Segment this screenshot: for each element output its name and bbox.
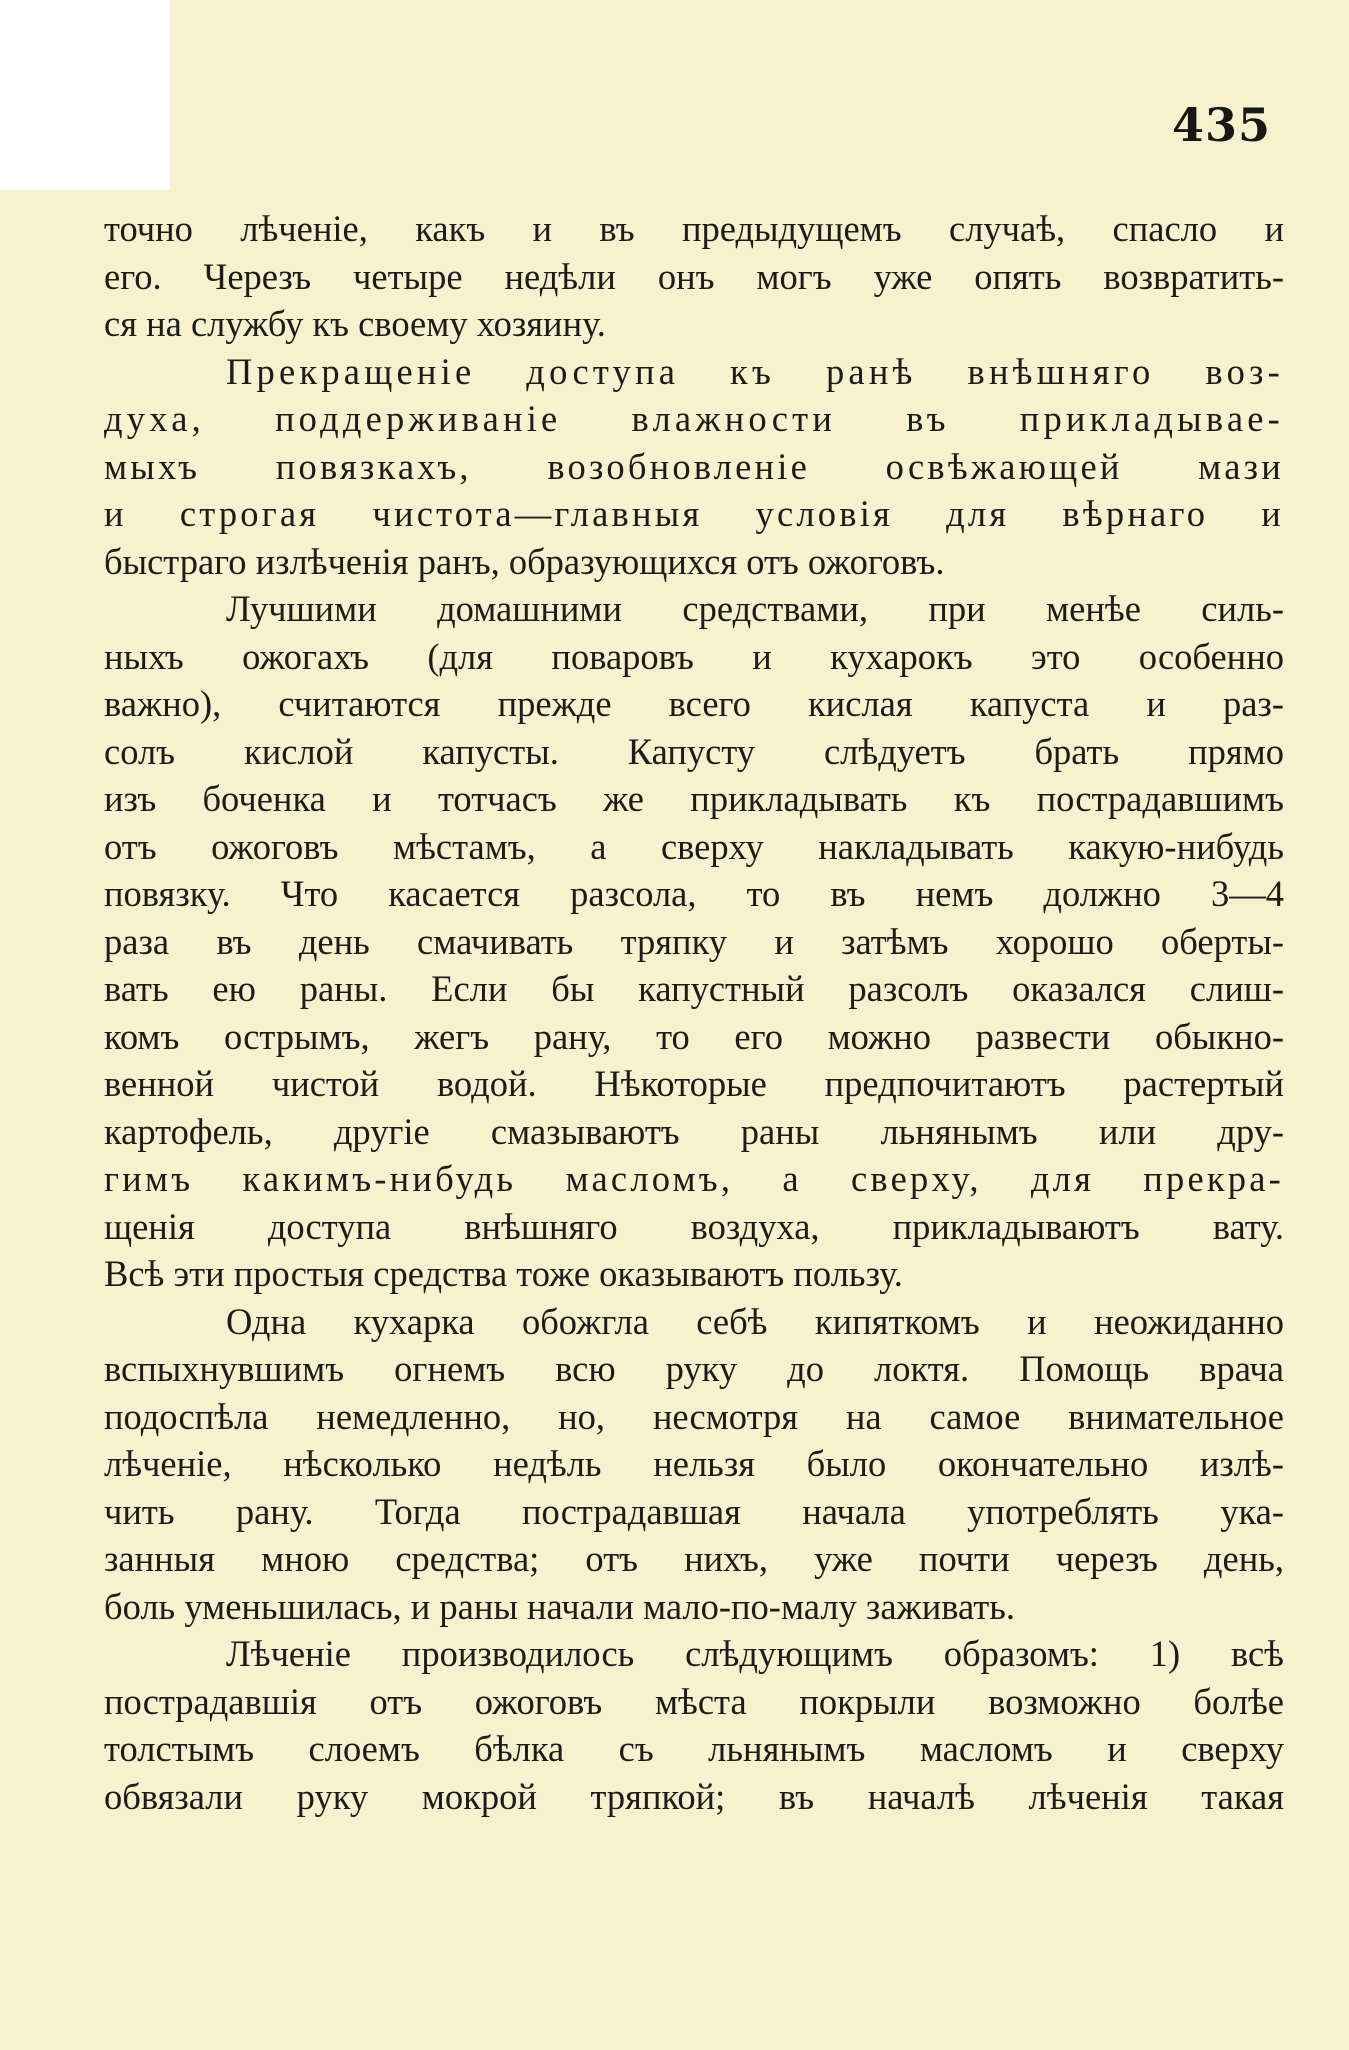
paragraph-start-line: Лѣченіе производилось слѣдующимъ образомъ: 1) всѣ <box>226 1633 1284 1674</box>
text-line: солъ кислой капусты. Капусту слѣдуетъ брать прямо <box>104 730 1284 772</box>
text-line: и строгая чистота—главныя условія для вѣрнаго и <box>104 493 1284 534</box>
text-line: гимъ какимъ-нибудь масломъ, а сверху, для прекра- <box>104 1158 1284 1199</box>
text-line: мыхъ повязкахъ, возобновленіе освѣжающей мази <box>104 445 1284 487</box>
paragraph-start-line: Одна кухарка обожгла себѣ кипяткомъ и неожиданно <box>226 1300 1284 1342</box>
text-line: вспыхнувшимъ огнемъ всю руку до локтя. Помощь врача <box>104 1348 1284 1389</box>
text-line: точно лѣченіе, какъ и въ предыдущемъ случаѣ, спасло и <box>104 208 1284 249</box>
text-line: подоспѣла немедленно, но, несмотря на самое внимательное <box>104 1395 1284 1437</box>
page-number: 435 <box>1171 98 1271 152</box>
text-line: отъ ожоговъ мѣстамъ, а сверху накладывать какую-нибудь <box>104 825 1284 867</box>
text-line: комъ острымъ, жегъ рану, то его можно развести обыкно- <box>104 1015 1284 1057</box>
paragraph-start-line: Прекращеніе доступа къ ранѣ внѣшняго воз- <box>226 350 1284 392</box>
text-line: духа, поддерживаніе влажности въ прикладывае- <box>104 398 1284 439</box>
text-line: его. Черезъ четыре недѣли онъ могъ уже опять возвратить- <box>104 255 1284 297</box>
text-line: чить рану. Тогда пострадавшая начала употреблять ука- <box>104 1490 1284 1532</box>
text-line: венной чистой водой. Нѣкоторые предпочитаютъ растертый <box>104 1063 1284 1104</box>
text-line: вать ею раны. Если бы капустный разсолъ оказался слиш- <box>104 968 1284 1009</box>
text-line: обвязали руку мокрой тряпкой; въ началѣ лѣченія такая <box>104 1775 1284 1817</box>
text-line: картофель, другіе смазываютъ раны льнянымъ или дру- <box>104 1110 1284 1152</box>
text-line: щенія доступа внѣшняго воздуха, прикладываютъ вату. <box>104 1205 1284 1247</box>
text-line: повязку. Что касается разсола, то въ немъ должно 3—4 <box>104 873 1284 914</box>
body-text <box>104 205 1284 1820</box>
text-line: лѣченіе, нѣсколько недѣль нельзя было окончательно излѣ- <box>104 1443 1284 1484</box>
text-line: быстраго излѣченія ранъ, образующихся отъ ожоговъ. <box>104 540 945 582</box>
text-line: изъ боченка и тотчасъ же прикладывать къ пострадавшимъ <box>104 778 1284 819</box>
text-line: ся на службу къ своему хозяину. <box>104 303 606 344</box>
text-line: раза въ день смачивать тряпку и затѣмъ хорошо оберты- <box>104 920 1284 962</box>
text-line: боль уменьшилась, и раны начали мало-по-малу заживать. <box>104 1585 1016 1627</box>
text-line: Всѣ эти простыя средства тоже оказываютъ пользу. <box>104 1253 903 1294</box>
text-line: занныя мною средства; отъ нихъ, уже почти черезъ день, <box>104 1538 1284 1579</box>
text-line: пострадавшія отъ ожоговъ мѣста покрыли возможно болѣе <box>104 1680 1284 1722</box>
text-line: важно), считаются прежде всего кислая капуста и раз- <box>104 683 1284 724</box>
paragraph-start-line: Лучшими домашними средствами, при менѣе силь- <box>226 588 1284 629</box>
text-line: толстымъ слоемъ бѣлка съ льнянымъ масломъ и сверху <box>104 1728 1284 1769</box>
text-line: ныхъ ожогахъ (для поваровъ и кухарокъ это особенно <box>104 635 1284 677</box>
